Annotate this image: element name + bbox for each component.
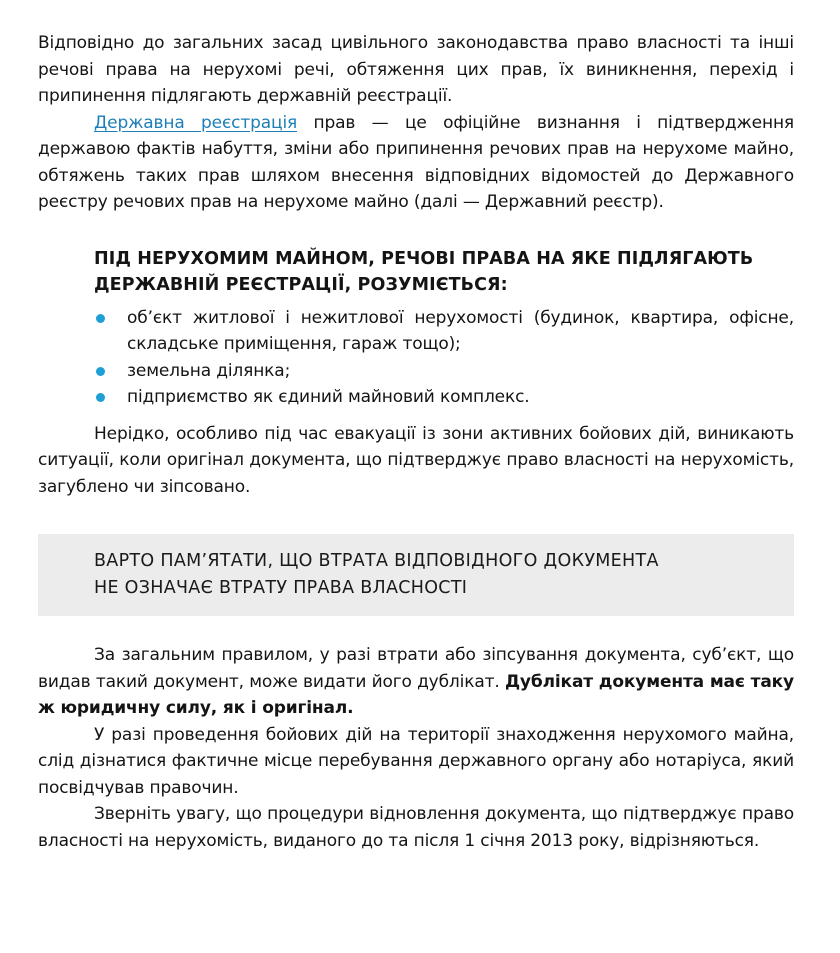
state-registration-paragraph bbox=[38, 110, 794, 216]
procedure-paragraph: Зверніть увагу, що процедури відновлення документа, що підтверджує право власності на нерухомість, виданого до та після 1 січня 2013 року, відрізняються. bbox=[38, 804, 794, 851]
bullet-dot-icon bbox=[96, 314, 105, 323]
real-estate-list bbox=[38, 305, 794, 411]
heading-line-1: ПІД НЕРУХОМИМ МАЙНОМ, РЕЧОВІ ПРАВА НА ЯКЕ ПІДЛЯГАЮТЬ bbox=[94, 248, 754, 269]
hostilities-paragraph: У разі проведення бойових дій на території знаходження нерухомого майна, слід дізнатися фактичне місце перебування державного органу або нотаріуса, який посвідчував правочин. bbox=[38, 724, 794, 798]
list-item-text: об’єкт житлової і нежитлової нерухомості (будинок, квартира, офісне, складське приміщення, гараж тощо); bbox=[127, 307, 794, 354]
general-rule-text: За загальним правилом, у разі втрати або зіпсування документа, суб’єкт, що видав такий документ, може видати його дублікат. bbox=[38, 645, 794, 692]
notice-line-1: ВАРТО ПАМ’ЯТАТИ, ЩО ВТРАТА ВІДПОВІДНОГО ДОКУМЕНТА bbox=[94, 551, 659, 571]
notice-line-2: НЕ ОЗНАЧАЄ ВТРАТУ ПРАВА ВЛАСНОСТІ bbox=[94, 578, 468, 598]
state-registration-definition: прав — це офіційне визнання і підтвердження державою фактів набуття, зміни або припинення речових прав на нерухоме майно, обтяжень таких прав шляхом внесення відповідних відомостей до Державного реєстру речових прав на нерухоме майно (далі — Державний реєстр). bbox=[38, 112, 794, 212]
list-item-text: земельна ділянка; bbox=[127, 360, 291, 381]
real-estate-heading bbox=[94, 246, 794, 299]
general-rule-paragraph bbox=[38, 642, 794, 722]
duplicate-emphasis: Дублікат документа має таку ж юридичну силу, як і оригінал. bbox=[38, 671, 794, 718]
evacuation-paragraph: Нерідко, особливо під час евакуації із зони активних бойових дій, виникають ситуації, коли оригінал документа, що підтверджує право власності на нерухомість, загублено чи зіпсовано. bbox=[38, 423, 794, 497]
bullet-dot-icon bbox=[96, 393, 105, 402]
bullet-dot-icon bbox=[96, 367, 105, 376]
document-page bbox=[38, 30, 794, 854]
intro-paragraph: Відповідно до загальних засад цивільного законодавства право власності та інші речові права на нерухомі речі, обтяження цих прав, їх виникнення, перехід і припинення підлягають державній реєстрації. bbox=[38, 33, 794, 106]
list-item bbox=[38, 384, 794, 411]
list-item-text: підприємство як єдиний майновий комплекс. bbox=[127, 387, 530, 407]
list-item bbox=[38, 358, 794, 385]
heading-line-2: ДЕРЖАВНІЙ РЕЄСТРАЦІЇ, РОЗУМІЄТЬСЯ: bbox=[94, 275, 508, 295]
state-registration-link[interactable]: Державна реєстрація bbox=[94, 112, 298, 133]
notice-box bbox=[38, 534, 794, 616]
list-item bbox=[38, 305, 794, 358]
